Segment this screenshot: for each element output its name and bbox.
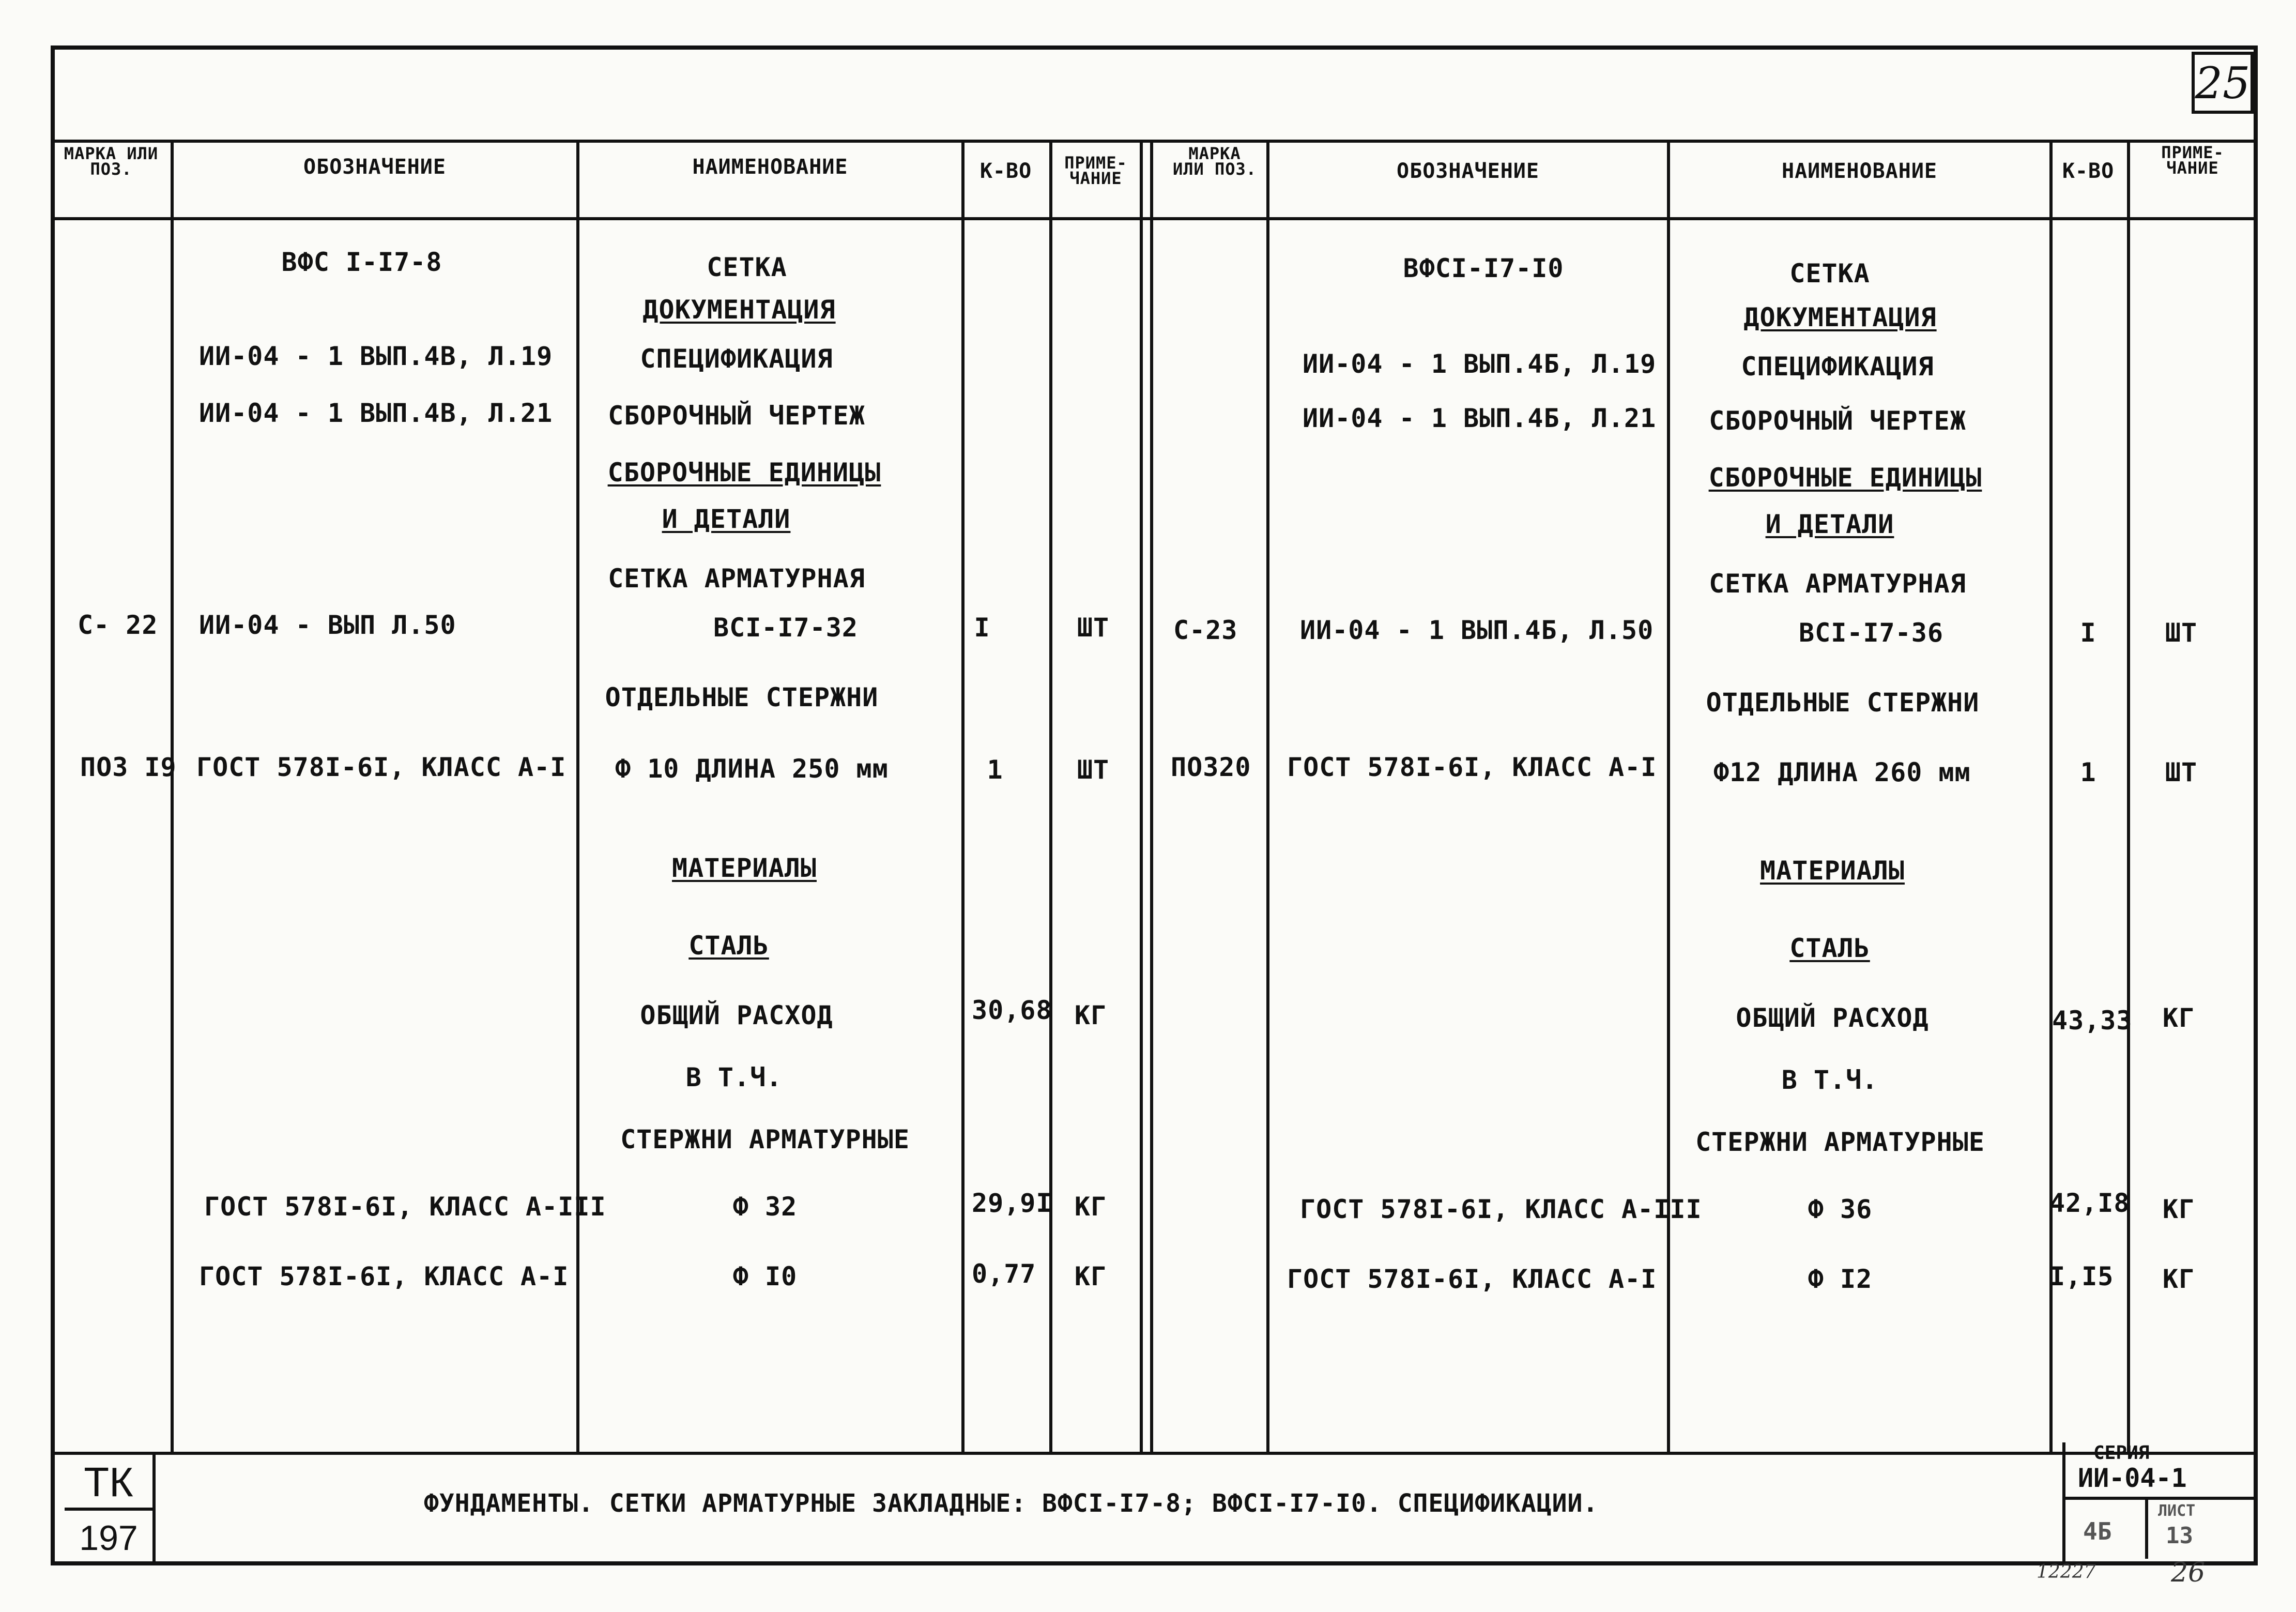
header-note: ПРИМЕ- ЧАНИЕ xyxy=(1064,153,1127,188)
right-grid-code: ИИ-04 - 1 ВЫП.4Б, Л.50 xyxy=(1300,615,1654,645)
right-rod-note: ШТ xyxy=(2165,757,2198,787)
left-r2-name: Ф I0 xyxy=(732,1261,798,1291)
right-grid-note: ШТ xyxy=(2165,618,2198,648)
footer-page-number: 26 xyxy=(2171,1557,2206,1588)
right-grid-sub: ВСI-I7-36 xyxy=(1799,618,1943,648)
right-rod-code: ГОСТ 578I-6I, КЛАСС А-I xyxy=(1287,752,1657,782)
right-r2-qty: I,I5 xyxy=(2049,1261,2114,1291)
col-divider xyxy=(1150,140,1153,1453)
col-line xyxy=(171,140,174,1453)
right-rod-mark: ПОЗ20 xyxy=(1171,752,1251,782)
left-total: ОБЩИЙ РАСХОД xyxy=(640,1000,833,1030)
header-name: НАИМЕНОВАНИЕ xyxy=(1782,159,1937,183)
left-steel: СТАЛЬ xyxy=(688,931,769,961)
col-line xyxy=(961,140,965,1453)
left-total-note: КГ xyxy=(1074,1000,1107,1030)
left-rebars: СТЕРЖНИ АРМАТУРНЫЕ xyxy=(620,1124,910,1154)
tk-label: ТК xyxy=(65,1457,156,1511)
left-section-docs: ДОКУМЕНТАЦИЯ xyxy=(642,295,836,325)
col-line xyxy=(2049,140,2053,1453)
series-box-line xyxy=(2062,1497,2254,1500)
right-name-title: СЕТКА xyxy=(1789,258,1870,288)
left-r1-name: Ф 32 xyxy=(732,1192,798,1222)
right-section-units2: И ДЕТАЛИ xyxy=(1765,509,1894,539)
right-r2-name: Ф I2 xyxy=(1808,1264,1873,1294)
col-line xyxy=(576,140,579,1453)
left-title-code: ВФС I-I7-8 xyxy=(281,247,442,277)
header-top-line xyxy=(51,140,2258,143)
right-rod-name: Ф12 ДЛИНА 260 мм xyxy=(1713,757,1971,787)
series-label: СЕРИЯ xyxy=(2093,1442,2150,1464)
page-number: 25 xyxy=(2192,52,2254,114)
left-materials: МАТЕРИАЛЫ xyxy=(672,853,817,883)
header-qty: К-ВО xyxy=(979,159,1032,183)
left-r1-code: ГОСТ 578I-6I, КЛАСС А-III xyxy=(204,1192,606,1222)
right-grid-qty: I xyxy=(2080,618,2096,648)
header-designation: ОБОЗНАЧЕНИЕ xyxy=(303,155,446,179)
col-line xyxy=(1667,140,1670,1453)
left-doc2-code: ИИ-04 - 1 ВЫП.4В, Л.21 xyxy=(199,398,553,428)
right-total: ОБЩИЙ РАСХОД xyxy=(1736,1003,1929,1033)
sheet-label: ЛИСТ xyxy=(2158,1502,2196,1520)
left-grid-name: СЕТКА АРМАТУРНАЯ xyxy=(608,564,865,594)
left-grid-mark: С- 22 xyxy=(78,610,158,640)
right-doc2-name: СБОРОЧНЫЙ ЧЕРТЕЖ xyxy=(1709,406,1966,436)
left-r2-note: КГ xyxy=(1074,1261,1107,1291)
left-incl: В Т.Ч. xyxy=(685,1062,783,1092)
title-block-divider xyxy=(152,1452,156,1564)
right-r1-note: КГ xyxy=(2162,1194,2195,1224)
series-box-divider xyxy=(2145,1497,2148,1559)
stamp-number: 12227 xyxy=(2037,1561,2096,1583)
tk-number: 197 xyxy=(65,1515,156,1561)
left-section-units2: И ДЕТАЛИ xyxy=(662,504,791,534)
left-name-title: СЕТКА xyxy=(707,252,787,282)
left-grid-code: ИИ-04 - ВЫП Л.50 xyxy=(199,610,456,640)
right-grid-mark: С-23 xyxy=(1173,615,1238,645)
col-line xyxy=(1140,140,1143,1453)
header-qty: К-ВО xyxy=(2062,159,2115,183)
left-rod-qty: 1 xyxy=(987,755,1003,785)
series-box-divider xyxy=(2062,1442,2065,1564)
title-caption: ФУНДАМЕНТЫ. СЕТКИ АРМАТУРНЫЕ ЗАКЛАДНЫЕ: ВФСI-I7-8; ВФСI-I7-I0. СПЕЦИФИКАЦИИ. xyxy=(424,1489,1599,1518)
vyp-value: 4Б xyxy=(2083,1517,2112,1545)
left-rod-mark: ПОЗ I9 xyxy=(80,752,177,782)
header-designation: ОБОЗНАЧЕНИЕ xyxy=(1397,159,1539,183)
col-line xyxy=(2127,140,2130,1453)
sheet-value: 13 xyxy=(2166,1523,2193,1549)
right-rebars: СТЕРЖНИ АРМАТУРНЫЕ xyxy=(1695,1127,1985,1157)
right-total-qty: 43,33 xyxy=(2052,1006,2133,1036)
right-section-docs: ДОКУМЕНТАЦИЯ xyxy=(1743,302,1937,332)
right-r1-name: Ф 36 xyxy=(1808,1194,1873,1224)
right-section-units: СБОРОЧНЫЕ ЕДИНИЦЫ xyxy=(1708,463,1982,493)
right-total-note: КГ xyxy=(2162,1003,2195,1033)
series-value: ИИ-04-1 xyxy=(2078,1463,2187,1493)
right-rods-title: ОТДЕЛЬНЫЕ СТЕРЖНИ xyxy=(1706,688,1980,718)
right-r1-code: ГОСТ 578I-6I, КЛАСС А-III xyxy=(1300,1194,1702,1224)
left-rod-code: ГОСТ 578I-6I, КЛАСС А-I xyxy=(196,752,567,782)
right-doc1-code: ИИ-04 - 1 ВЫП.4Б, Л.19 xyxy=(1303,349,1657,379)
right-materials: МАТЕРИАЛЫ xyxy=(1760,856,1905,886)
header-note: ПРИМЕ- ЧАНИЕ xyxy=(2161,143,2224,178)
left-rod-note: ШТ xyxy=(1077,755,1110,785)
left-grid-sub: ВСI-I7-32 xyxy=(713,613,858,643)
left-r2-code: ГОСТ 578I-6I, КЛАСС А-I xyxy=(199,1261,569,1291)
right-doc2-code: ИИ-04 - 1 ВЫП.4Б, Л.21 xyxy=(1303,403,1657,433)
title-block-line xyxy=(51,1452,2258,1455)
header-name: НАИМЕНОВАНИЕ xyxy=(692,155,848,179)
left-r2-qty: 0,77 xyxy=(972,1259,1036,1289)
right-steel: СТАЛЬ xyxy=(1789,933,1870,963)
right-doc1-name: СПЕЦИФИКАЦИЯ xyxy=(1741,352,1934,382)
right-title-code: ВФСI-I7-I0 xyxy=(1403,253,1564,283)
right-r2-code: ГОСТ 578I-6I, КЛАСС А-I xyxy=(1287,1264,1657,1294)
left-grid-qty: I xyxy=(974,613,990,643)
header-mark: МАРКА ИЛИ ПОЗ. xyxy=(64,144,159,179)
col-line xyxy=(1266,140,1269,1453)
left-doc1-name: СПЕЦИФИКАЦИЯ xyxy=(640,344,833,374)
header-bottom-line xyxy=(51,217,2258,220)
left-doc1-code: ИИ-04 - 1 ВЫП.4В, Л.19 xyxy=(199,341,553,371)
left-section-units: СБОРОЧНЫЕ ЕДИНИЦЫ xyxy=(607,458,881,488)
left-grid-note: ШТ xyxy=(1077,613,1110,643)
left-rods-title: ОТДЕЛЬНЫЕ СТЕРЖНИ xyxy=(605,682,879,712)
left-rod-name: Ф 10 ДЛИНА 250 мм xyxy=(615,754,889,784)
col-line xyxy=(1049,140,1052,1453)
right-r1-qty: 42,I8 xyxy=(2049,1188,2130,1218)
left-doc2-name: СБОРОЧНЫЙ ЧЕРТЕЖ xyxy=(608,401,865,431)
left-total-qty: 30,68 xyxy=(972,995,1052,1025)
right-rod-qty: 1 xyxy=(2080,757,2096,787)
left-r1-qty: 29,9I xyxy=(972,1188,1052,1218)
right-incl: В Т.Ч. xyxy=(1781,1065,1878,1095)
right-r2-note: КГ xyxy=(2162,1264,2195,1294)
right-grid-name: СЕТКА АРМАТУРНАЯ xyxy=(1709,569,1966,599)
left-r1-note: КГ xyxy=(1074,1192,1107,1222)
header-mark: МАРКА ИЛИ ПОЗ. xyxy=(1172,144,1257,179)
